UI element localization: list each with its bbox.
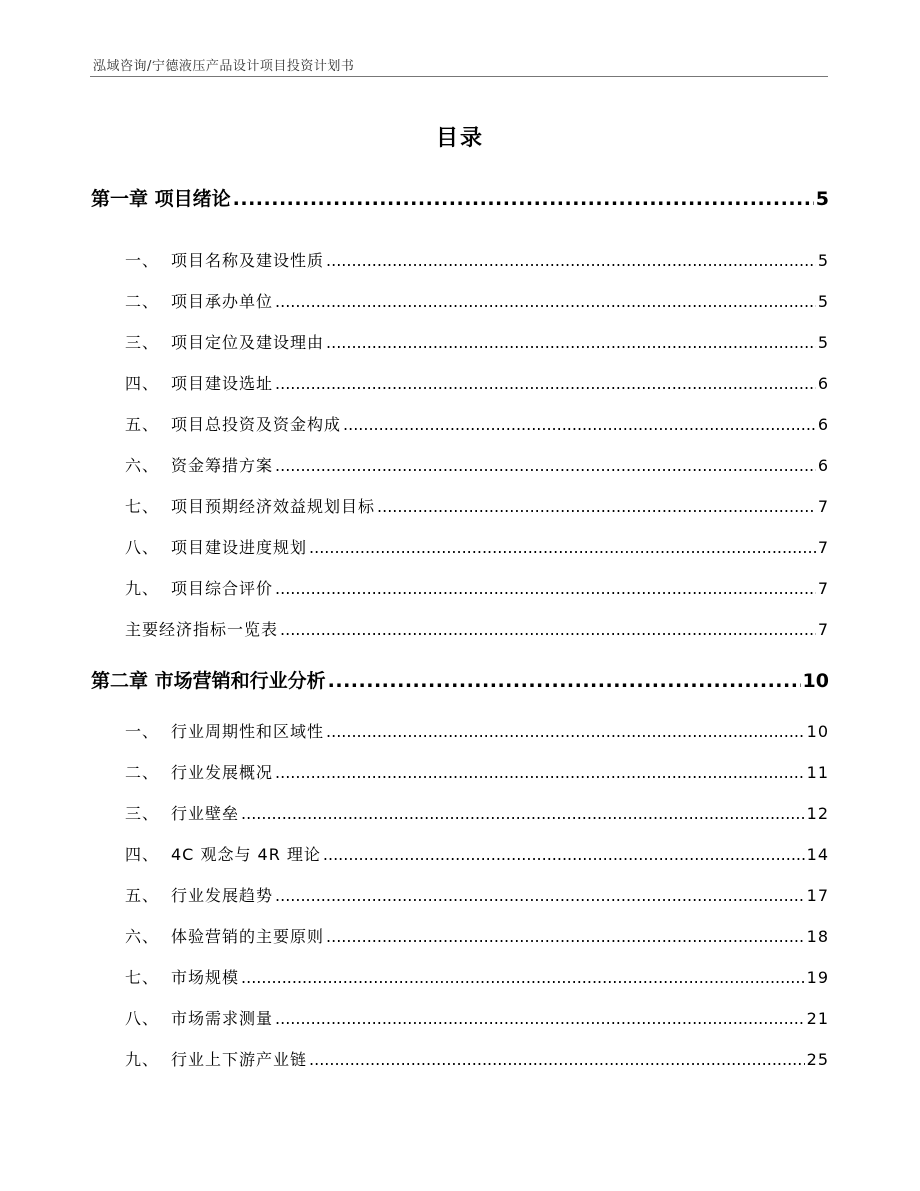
dot-leader [241,968,805,987]
toc-entry[interactable] [125,412,829,435]
toc-entry[interactable] [125,494,829,517]
dot-leader [275,886,805,905]
dot-leader [280,620,816,639]
toc-entry-page: 5 [817,292,829,311]
dot-leader [241,804,805,823]
toc-entry-chapter-2[interactable] [91,666,829,693]
toc-entry[interactable] [125,760,829,783]
toc-entry-label: 二、 项目承办单位 [125,292,274,311]
toc-entry-label: 第一章 项目绪论 [91,188,231,210]
toc-entry[interactable] [125,719,829,742]
toc-entry-label: 三、 行业壁垒 [125,804,240,823]
toc-entry-label: 一、 项目名称及建设性质 [125,251,325,270]
toc-entry-page: 21 [806,1009,829,1028]
dot-leader [326,251,816,270]
toc-entry-label: 八、 市场需求测量 [125,1009,274,1028]
toc-entry[interactable] [125,1006,829,1029]
toc-entry-page: 14 [806,845,829,864]
dot-leader [275,763,805,782]
toc-entry[interactable] [125,535,829,558]
toc-entry-page: 7 [817,579,829,598]
toc-entry-page: 6 [817,374,829,393]
toc-entry-label: 四、 4C 观念与 4R 理论 [125,845,321,864]
toc-entry-label: 主要经济指标一览表 [125,620,279,639]
toc-entry[interactable] [125,289,829,312]
toc-entry-page: 6 [817,456,829,475]
toc-entry-page: 25 [806,1050,829,1069]
dot-leader [275,579,816,598]
toc-entry-page: 12 [806,804,829,823]
dot-leader [275,374,816,393]
toc-entry[interactable] [125,883,829,906]
toc-entry[interactable] [125,965,829,988]
toc-entry-label: 九、 行业上下游产业链 [125,1050,308,1069]
toc-entry[interactable] [125,924,829,947]
dot-leader [309,538,816,557]
header-rule [90,76,828,77]
toc-entry-label: 二、 行业发展概况 [125,763,274,782]
toc-entry-page: 11 [806,763,829,782]
toc-entry[interactable] [125,371,829,394]
dot-leader [275,292,816,311]
toc-entry-page: 10 [806,722,829,741]
dot-leader [275,1009,805,1028]
dot-leader [326,927,805,946]
toc-entry-label: 六、 体验营销的主要原则 [125,927,325,946]
toc-title: 目录 [435,126,484,151]
toc-entry-page: 17 [806,886,829,905]
toc-entry-label: 第二章 市场营销和行业分析 [91,670,326,692]
toc-entry[interactable] [125,248,829,271]
toc-entry-label: 四、 项目建设选址 [125,374,274,393]
toc-entry-page: 19 [806,968,829,987]
toc-entry-chapter-1[interactable] [91,184,829,211]
toc-entry[interactable] [125,842,829,865]
dot-leader [323,845,805,864]
toc-entry-label: 六、 资金筹措方案 [125,456,274,475]
toc-entry-page: 6 [817,415,829,434]
dot-leader [275,456,816,475]
toc-entry-label: 七、 市场规模 [125,968,240,987]
toc-entry-page: 18 [806,927,829,946]
toc-entry-page: 5 [815,188,829,210]
page-header: 泓域咨询/宁德液压产品设计项目投资计划书 [93,59,355,74]
toc-entry[interactable] [125,1047,829,1070]
toc-entry-label: 九、 项目综合评价 [125,579,274,598]
toc-entry[interactable] [125,330,829,353]
toc-entry[interactable] [125,801,829,824]
toc-entry[interactable] [125,576,829,599]
toc-entry-label: 三、 项目定位及建设理由 [125,333,325,352]
toc-entry[interactable] [125,617,829,640]
dot-leader [328,670,801,692]
dot-leader [326,333,816,352]
dot-leader [233,188,814,210]
dot-leader [326,722,805,741]
toc-entry-page: 7 [817,538,829,557]
dot-leader [377,497,816,516]
toc-entry-page: 7 [817,497,829,516]
toc-entry[interactable] [125,453,829,476]
dot-leader [309,1050,805,1069]
toc-entry-label: 五、 行业发展趋势 [125,886,274,905]
toc-entry-page: 10 [802,670,829,692]
toc-entry-label: 五、 项目总投资及资金构成 [125,415,342,434]
toc-entry-page: 5 [817,333,829,352]
toc-entry-page: 7 [817,620,829,639]
toc-entry-label: 七、 项目预期经济效益规划目标 [125,497,376,516]
dot-leader [343,415,816,434]
toc-entry-page: 5 [817,251,829,270]
toc-entry-label: 一、 行业周期性和区域性 [125,722,325,741]
toc-entry-label: 八、 项目建设进度规划 [125,538,308,557]
